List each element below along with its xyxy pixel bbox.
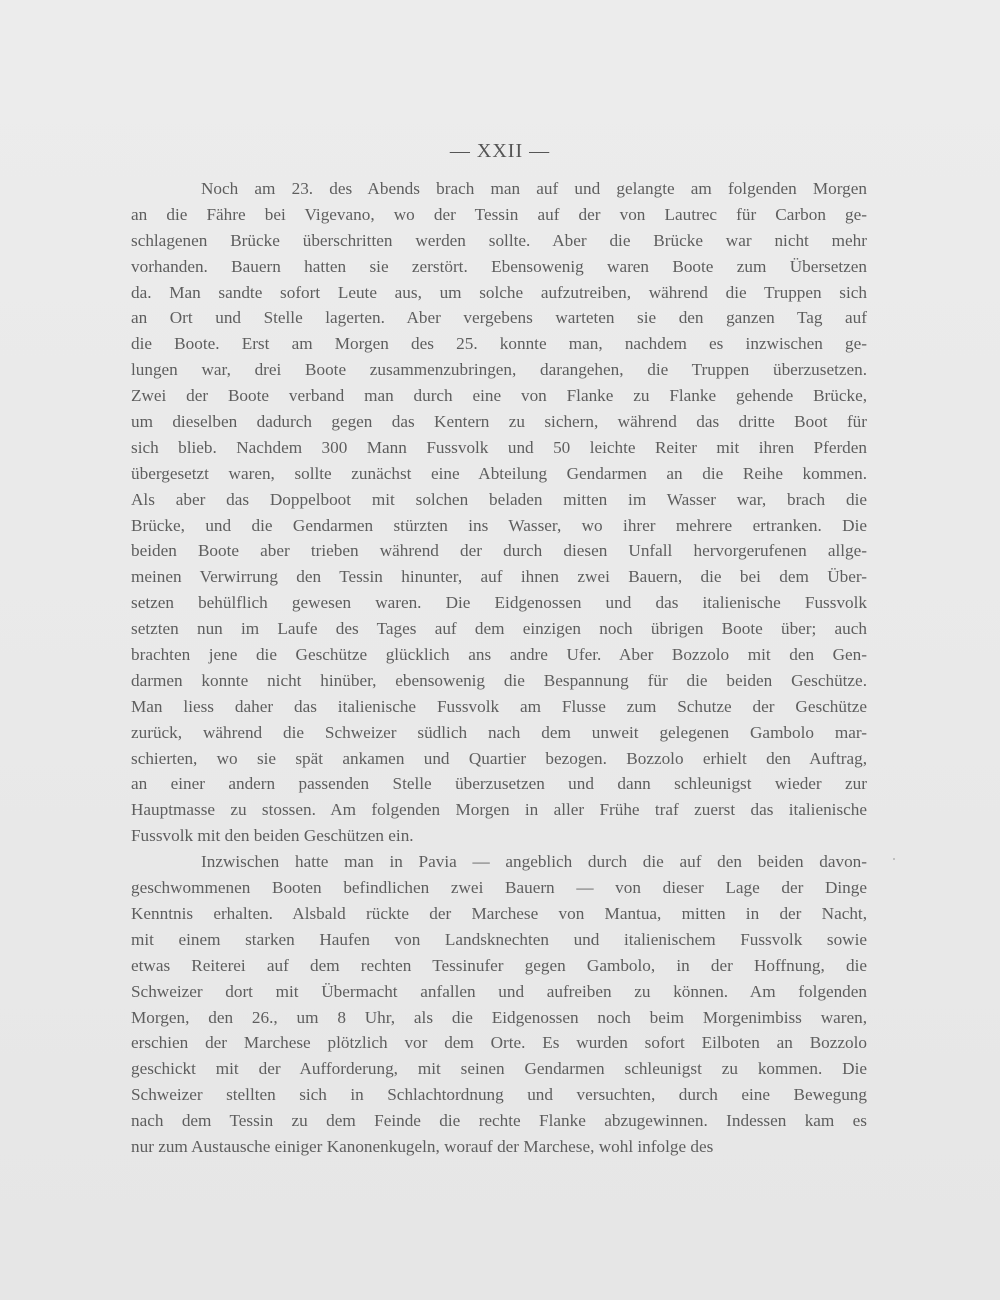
- text-line: da. Man sandte sofort Leute aus, um solche aufzutreiben, während die Truppen sich: [131, 282, 867, 302]
- text-line: Hauptmasse zu stossen. Am folgenden Morgen in aller Frühe traf zuerst das italienische: [131, 800, 867, 820]
- text-line: Noch am 23. des Abends brach man auf und gelangte am folgenden Morgen: [201, 179, 867, 198]
- text-line: Schweizer stellten sich in Schlachtordnung und versuchten, durch eine Bewegung: [131, 1085, 867, 1105]
- text-line: Fussvolk mit den beiden Geschützen ein.: [131, 826, 414, 846]
- text-line: erschien der Marchese plötzlich vor dem Orte. Es wurden sofort Eilboten an Bozzolo: [131, 1033, 867, 1053]
- text-line: Als aber das Doppelboot mit solchen beladen mitten im Wasser war, brach die: [131, 489, 867, 509]
- text-line: an einer andern passenden Stelle überzusetzen und dann schleunigst wieder zur: [131, 774, 867, 794]
- text-line: nur zum Austausche einiger Kanonenkugeln, worauf der Marchese, wohl infolge des: [131, 1136, 714, 1156]
- text-line: nach dem Tessin zu dem Feinde die rechte Flanke abzugewinnen. Indessen kam es: [131, 1111, 867, 1131]
- text-line: Brücke, und die Gendarmen stürzten ins Wasser, wo ihrer mehrere ertranken. Die: [131, 515, 867, 535]
- text-line: darmen konnte nicht hinüber, ebensowenig die Bespannung für die beiden Geschütze.: [131, 670, 867, 690]
- text-line: Inzwischen hatte man in Pavia — angeblich durch die auf den beiden davon-: [201, 852, 867, 872]
- text-line: um dieselben dadurch gegen das Kentern zu sichern, während das dritte Boot für: [131, 412, 867, 432]
- text-line: Zwei der Boote verband man durch eine von Flanke zu Flanke gehende Brücke,: [131, 386, 867, 406]
- text-line: etwas Reiterei auf dem rechten Tessinufer gegen Gambolo, in der Hoffnung, die: [131, 955, 867, 975]
- page-number: — XXII —: [449, 140, 551, 162]
- text-line: an Ort und Stelle lagerten. Aber vergebens warteten sie den ganzen Tag auf: [131, 308, 867, 328]
- paragraph: [131, 849, 867, 1160]
- body-text: [131, 176, 867, 1160]
- text-line: Man liess daher das italienische Fussvolk am Flusse zum Schutze der Geschütze: [131, 696, 867, 716]
- text-line: Schweizer dort mit Übermacht anfallen und aufreiben zu können. Am folgenden: [131, 981, 867, 1001]
- text-line: geschwommenen Booten befindlichen zwei Bauern — von dieser Lage der Dinge: [131, 878, 867, 898]
- text-line: setzen behülflich gewesen waren. Die Eidgenossen und das italienische Fussvolk: [131, 593, 867, 613]
- text-line: an die Fähre bei Vigevano, wo der Tessin auf der von Lautrec für Carbon ge-: [131, 204, 867, 224]
- text-line: Morgen, den 26., um 8 Uhr, als die Eidgenossen noch beim Morgenimbiss waren,: [131, 1007, 867, 1027]
- text-line: geschickt mit der Aufforderung, mit seinen Gendarmen schleunigst zu kommen. Die: [131, 1059, 867, 1079]
- text-line: meinen Verwirrung den Tessin hinunter, auf ihnen zwei Bauern, die bei dem Über-: [131, 567, 867, 587]
- text-line: zurück, während die Schweizer südlich nach dem unweit gelegenen Gambolo mar-: [131, 722, 867, 742]
- paper-speck: [893, 858, 895, 860]
- text-line: brachten jene die Geschütze glücklich ans andre Ufer. Aber Bozzolo mit den Gen-: [131, 645, 867, 665]
- text-line: lungen war, drei Boote zusammenzubringen, darangehen, die Truppen überzusetzen.: [131, 360, 867, 380]
- text-line: schierten, wo sie spät ankamen und Quartier bezogen. Bozzolo erhielt den Auftrag,: [131, 748, 867, 768]
- text-line: vorhanden. Bauern hatten sie zerstört. Ebensowenig waren Boote zum Übersetzen: [131, 256, 867, 276]
- text-line: setzten nun im Laufe des Tages auf dem einzigen noch übrigen Boote über; auch: [131, 619, 867, 639]
- text-line: Kenntnis erhalten. Alsbald rückte der Marchese von Mantua, mitten in der Nacht,: [131, 903, 867, 923]
- text-line: schlagenen Brücke überschritten werden sollte. Aber die Brücke war nicht mehr: [131, 230, 867, 250]
- text-line: sich blieb. Nachdem 300 Mann Fussvolk und 50 leichte Reiter mit ihren Pferden: [131, 437, 867, 457]
- paragraph: [131, 176, 867, 849]
- text-line: mit einem starken Haufen von Landsknechten und italienischem Fussvolk sowie: [131, 929, 867, 949]
- text-line: übergesetzt waren, sollte zunächst eine Abteilung Gendarmen an die Reihe kommen.: [131, 463, 867, 483]
- text-line: die Boote. Erst am Morgen des 25. konnte man, nachdem es inzwischen ge-: [131, 334, 867, 354]
- text-line: beiden Boote aber trieben während der durch diesen Unfall hervorgerufenen allge-: [131, 541, 867, 561]
